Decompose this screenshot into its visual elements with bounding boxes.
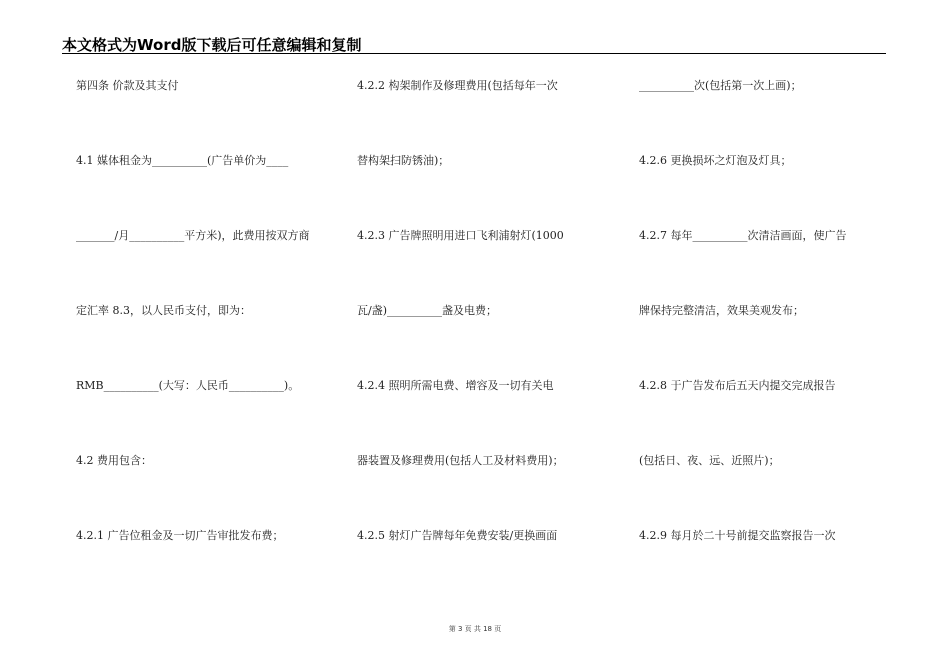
paragraph-line: 4.2.8 于广告发布后五天内提交完成报告 [639, 379, 836, 392]
paragraph-line: _______/月__________平方米)，此费用按双方商 [76, 229, 310, 242]
paragraph-line: 4.2.9 每月於二十号前提交监察报告一次 [639, 529, 836, 542]
paragraph-line: 4.2.1 广告位租金及一切广告审批发布费； [76, 529, 284, 542]
paragraph-line: RMB__________(大写：人民币__________)。 [76, 379, 300, 392]
paragraph-line: 4.2.2 构架制作及修理费用(包括每年一次 [357, 79, 558, 92]
paragraph-line: 替构架扫防锈油)； [357, 154, 450, 167]
paragraph-line: 4.2.3 广告牌照明用进口飞利浦射灯(1000 [357, 229, 564, 242]
document-header-title: 本文格式为Word版下载后可任意编辑和复制 [62, 36, 362, 54]
paragraph-line: 第四条 价款及其支付 [76, 79, 179, 92]
header-divider [62, 53, 886, 54]
paragraph-line: 瓦/盏)__________盏及电费； [357, 304, 497, 317]
paragraph-line: 牌保持完整清洁，效果美观发布； [639, 304, 804, 317]
paragraph-line: 4.2.7 每年__________次清洁画面，使广告 [639, 229, 847, 242]
paragraph-line: __________次(包括第一次上画)； [639, 79, 802, 92]
page-number-footer: 第 3 页 共 18 页 [448, 625, 502, 633]
paragraph-line: 4.2.6 更换损坏之灯泡及灯具； [639, 154, 792, 167]
paragraph-line: (包括日、夜、远、近照片)； [639, 454, 780, 467]
paragraph-line: 4.2 费用包含： [76, 454, 152, 467]
paragraph-line: 4.2.5 射灯广告牌每年免费安装/更换画面 [357, 529, 558, 542]
paragraph-line: 4.2.4 照明所需电费、增容及一切有关电 [357, 379, 554, 392]
paragraph-line: 4.1 媒体租金为__________(广告单价为____ [76, 154, 289, 167]
paragraph-line: 定汇率 8.3，以人民币支付，即为： [76, 304, 251, 317]
paragraph-line: 器装置及修理费用(包括人工及材料费用)； [357, 454, 564, 467]
